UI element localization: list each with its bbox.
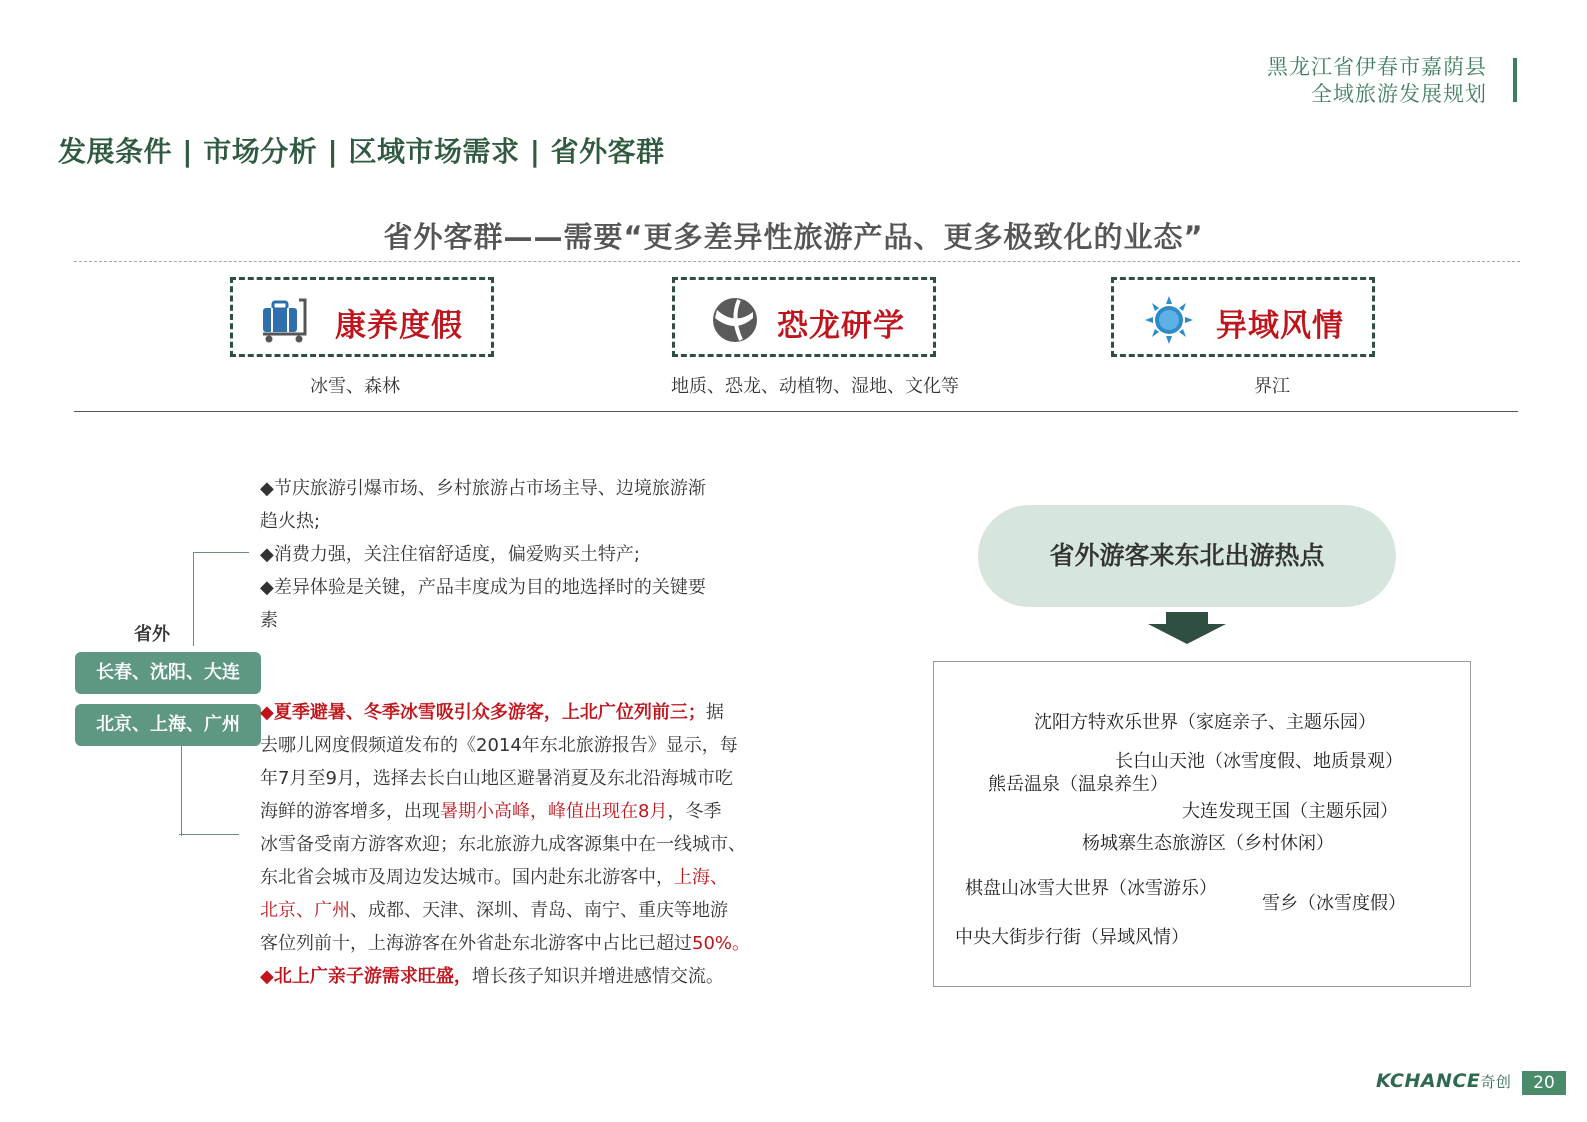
para2-highlight: 北京、广州 — [260, 900, 350, 921]
para1-line: ◆消费力强，关注住宿舒适度，偏爱购买土特产; — [260, 544, 640, 565]
para2-text: 客位列前十，上海游客在外省赴东北游客中占比已超过 — [260, 933, 692, 954]
para2-highlight: ◆北上广亲子游需求旺盛， — [260, 966, 472, 987]
para2-highlight: 暑期小高峰，峰值出现在8月 — [440, 801, 668, 822]
para1-line: ◆差异体验是关键，产品丰度成为目的地选择时的关键要 — [260, 577, 706, 598]
document-title-line2: 全域旅游发展规划 — [1311, 82, 1487, 106]
para2-line — [260, 861, 760, 894]
hotspot-item: 棋盘山冰雪大世界（冰雪游乐） — [965, 878, 1217, 899]
para2-highlight: ◆夏季避暑、冬季冰雪吸引众多游客，上北广位列前三； — [260, 702, 706, 723]
tree-connector-lower-branch — [179, 834, 239, 835]
hotspot-item: 杨城寨生态旅游区（乡村休闲） — [1082, 833, 1334, 854]
down-arrow-icon — [1146, 612, 1228, 650]
feature-sub-exotic: 界江 — [1254, 376, 1290, 397]
paragraph-general-traits — [260, 472, 760, 637]
feature-label-exotic: 异域风情 — [1216, 308, 1344, 344]
para1-line: 素 — [260, 610, 278, 631]
feature-sub-wellness: 冰雪、森林 — [310, 376, 400, 397]
paragraph-tier1-cities — [260, 696, 760, 993]
para2-line: 去哪儿网度假频道发布的《2014年东北旅游报告》显示，每 — [260, 735, 738, 756]
feature-box-dinosaur — [672, 277, 936, 357]
globe-ball-icon — [709, 296, 767, 344]
feature-sub-dinosaur: 地质、恐龙、动植物、湿地、文化等 — [671, 376, 959, 397]
headline-divider — [74, 261, 1520, 262]
para1-line: ◆节庆旅游引爆市场、乡村旅游占市场主导、边境旅游渐 — [260, 478, 706, 499]
document-title-line1: 黑龙江省伊春市嘉荫县 — [1267, 55, 1487, 79]
feature-label-wellness: 康养度假 — [335, 308, 463, 344]
hotspot-item: 熊岳温泉（温泉养生） — [988, 774, 1168, 795]
para1-line: 趋火热; — [260, 511, 321, 532]
section-divider — [74, 411, 1518, 412]
para2-highlight: 50%。 — [692, 933, 751, 954]
para2-line: 年7月至9月，选择去长白山地区避暑消夏及东北沿海城市吃 — [260, 768, 733, 789]
feature-box-wellness — [230, 277, 494, 357]
para2-line — [260, 960, 760, 993]
tree-connector-upper — [193, 552, 194, 646]
para2-text: 海鲜的游客增多，出现 — [260, 801, 440, 822]
section-title: 发展条件 | 市场分析 | 区域市场需求 | 省外客群 — [58, 135, 665, 168]
tree-connector-upper-branch — [193, 552, 249, 553]
hotspot-item: 沈阳方特欢乐世界（家庭亲子、主题乐园） — [1034, 712, 1376, 733]
document-title — [1267, 54, 1487, 108]
brand-name-cn: 奇创 — [1480, 1073, 1512, 1091]
hotspot-item: 中央大街步行街（异域风情） — [955, 927, 1189, 948]
brand-logo — [1376, 1070, 1511, 1092]
para2-text: 增长孩子知识并增进感情交流。 — [471, 966, 724, 987]
hotspot-list-box — [933, 661, 1471, 987]
para2-text: 东北省会城市及周边发达城市。国内赴东北游客中， — [260, 867, 674, 888]
feature-box-exotic — [1111, 277, 1375, 357]
para2-line — [260, 894, 760, 927]
para2-text: 、成都、天津、深圳、青岛、南宁、重庆等地游 — [350, 900, 728, 921]
sun-icon — [1140, 296, 1198, 344]
header-accent-bar — [1513, 58, 1517, 102]
para2-line: 冰雪备受南方游客欢迎；东北旅游九成客源集中在一线城市、 — [260, 834, 746, 855]
tree-connector-lower — [181, 744, 182, 836]
para2-highlight: 上海、 — [674, 867, 728, 888]
para2-text: 据 — [705, 702, 724, 723]
para2-line — [260, 927, 760, 960]
para2-line — [260, 696, 760, 729]
hotspot-title-pill: 省外游客来东北出游热点 — [978, 505, 1396, 607]
hotspot-item: 大连发现王国（主题乐园） — [1182, 801, 1398, 822]
hotspot-item: 雪乡（冰雪度假） — [1262, 893, 1406, 914]
headline: 省外客群——需要“更多差异性旅游产品、更多极致化的业态” — [383, 220, 1204, 254]
luggage-cart-icon — [259, 296, 317, 344]
tree-label: 省外 — [134, 624, 170, 645]
city-group-pill-northeast: 长春、沈阳、大连 — [75, 652, 261, 694]
feature-label-dinosaur: 恐龙研学 — [777, 308, 905, 344]
hotspot-item: 长白山天池（冰雪度假、地质景观） — [1115, 751, 1403, 772]
page-number: 20 — [1522, 1071, 1566, 1095]
para2-line — [260, 795, 760, 828]
para2-text: ，冬季 — [667, 801, 722, 822]
brand-name: KCHANCE — [1376, 1070, 1481, 1092]
city-group-pill-tier1: 北京、上海、广州 — [75, 704, 261, 746]
